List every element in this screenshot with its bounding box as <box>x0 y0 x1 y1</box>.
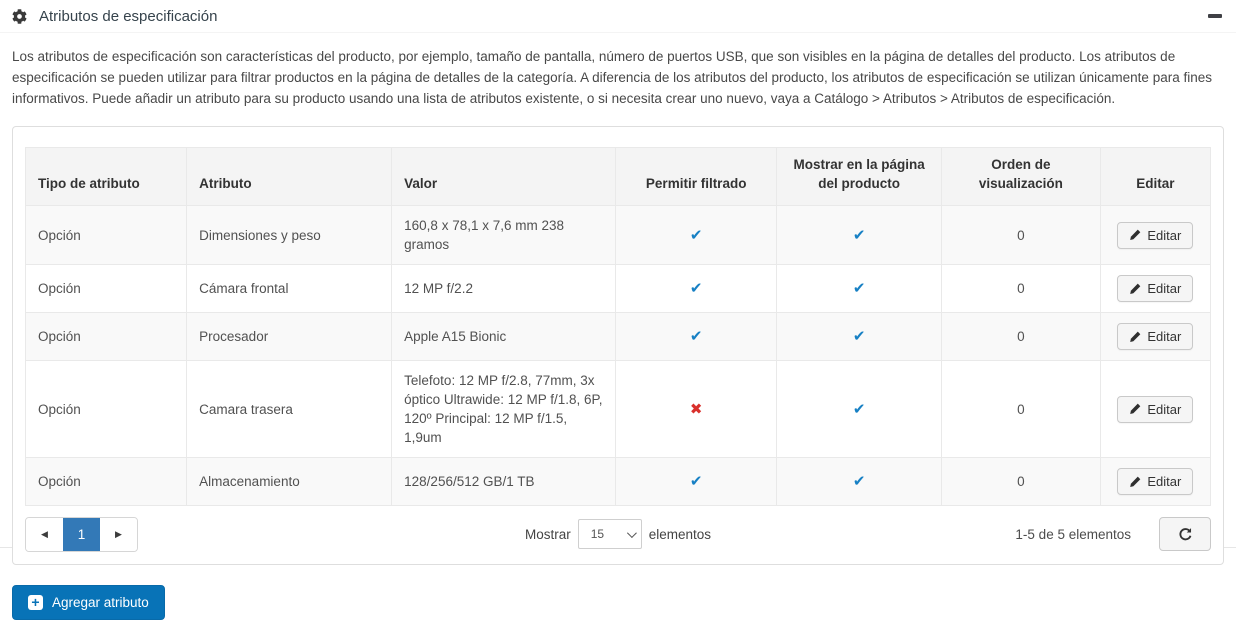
pager-info: 1-5 de 5 elementos <box>1015 526 1131 542</box>
column-header-3[interactable]: Valor <box>392 148 616 206</box>
table-row <box>26 458 1211 506</box>
page-size-label-after: elementos <box>648 526 712 542</box>
check-icon: ✔ <box>689 226 703 244</box>
cell-attribute-type: Opción <box>26 265 187 313</box>
edit-button[interactable] <box>1117 222 1193 249</box>
cell-display-order: 0 <box>941 206 1100 265</box>
column-header-7[interactable]: Editar <box>1100 148 1210 206</box>
edit-button[interactable] <box>1117 396 1193 423</box>
cell-show-on-product-page <box>777 206 942 265</box>
cell-value: Apple A15 Bionic <box>392 313 616 361</box>
spec-attributes-table <box>25 147 1211 506</box>
column-header-4[interactable]: Permitir filtrado <box>616 148 777 206</box>
cell-value: 128/256/512 GB/1 TB <box>392 458 616 506</box>
cell-value: Telefoto: 12 MP f/2.8, 77mm, 3x óptico Ultrawide: 12 MP f/1.8, 6P, 120º Principal: 12 MP f/1.5, 1,9um <box>392 361 616 458</box>
table-row <box>26 265 1211 313</box>
page-button-1[interactable]: 1 <box>63 518 100 551</box>
cell-attribute: Almacenamiento <box>187 458 392 506</box>
plus-icon: + <box>28 595 43 610</box>
check-icon: ✔ <box>689 328 703 345</box>
cell-value: 160,8 x 78,1 x 7,6 mm 238 gramos <box>392 206 616 265</box>
column-header-6[interactable]: Orden de visualización <box>941 148 1100 206</box>
cell-display-order: 0 <box>941 361 1100 458</box>
cell-allow-filtering <box>616 458 777 506</box>
pencil-icon <box>1129 229 1141 241</box>
cell-edit <box>1100 458 1210 506</box>
prev-page-button[interactable]: ◀ <box>26 518 63 551</box>
add-attribute-button[interactable] <box>12 585 165 620</box>
cell-show-on-product-page <box>777 361 942 458</box>
pencil-icon <box>1129 403 1141 415</box>
pencil-icon <box>1129 476 1141 488</box>
collapse-button[interactable] <box>1206 8 1224 24</box>
description-text: Los atributos de especificación son características del producto, por ejemplo, tamaño de pantalla, número de puertos USB, que son visibles en la página de detalles del producto. Los atributos de especificación se pueden utilizar para filtrar productos en la página de detalles de la categoría. A diferencia de los atributos del producto, los atributos de especificación se utilizan únicamente para fines informativos. Puede añadir un atributo para su producto usando una lista de atributos existente, o si necesita crear uno nuevo, vaya a Catálogo > Atributos > Atributos de especificación. <box>12 49 1212 106</box>
cell-attribute-type: Opción <box>26 206 187 265</box>
page-size-value: 15 <box>590 527 605 541</box>
cell-attribute: Dimensiones y peso <box>187 206 392 265</box>
edit-button-label: Editar <box>1147 329 1182 344</box>
page-title: Atributos de especificación <box>39 7 218 25</box>
cell-attribute-type: Opción <box>26 361 187 458</box>
cross-icon: ✖ <box>689 400 703 418</box>
edit-button[interactable] <box>1117 275 1193 302</box>
table-row <box>26 206 1211 265</box>
cell-edit <box>1100 313 1210 361</box>
pencil-icon <box>1129 283 1141 295</box>
minus-icon <box>1208 14 1222 18</box>
cell-attribute: Cámara frontal <box>187 265 392 313</box>
cell-display-order: 0 <box>941 313 1100 361</box>
check-icon: ✔ <box>852 328 866 345</box>
refresh-button[interactable] <box>1159 517 1211 551</box>
cell-allow-filtering <box>616 206 777 265</box>
table-row <box>26 361 1211 458</box>
chevron-down-icon <box>627 528 637 538</box>
cell-show-on-product-page <box>777 313 942 361</box>
column-header-1[interactable]: Tipo de atributo <box>26 148 187 206</box>
page-size-label-before: Mostrar <box>524 526 571 542</box>
table-row <box>26 313 1211 361</box>
gear-icon <box>12 9 27 24</box>
check-icon: ✔ <box>852 226 866 244</box>
cell-allow-filtering <box>616 265 777 313</box>
page-size-select[interactable] <box>578 519 642 549</box>
cell-display-order: 0 <box>941 265 1100 313</box>
cell-value: 12 MP f/2.2 <box>392 265 616 313</box>
table-header-row <box>26 148 1211 206</box>
check-icon: ✔ <box>852 280 866 297</box>
edit-button[interactable] <box>1117 468 1193 495</box>
cell-edit <box>1100 265 1210 313</box>
cell-display-order: 0 <box>941 458 1100 506</box>
check-icon: ✔ <box>689 280 703 297</box>
panel-footer <box>12 585 1224 620</box>
refresh-icon <box>1178 527 1193 542</box>
cell-attribute: Camara trasera <box>187 361 392 458</box>
edit-button[interactable] <box>1117 323 1193 350</box>
edit-button-label: Editar <box>1147 281 1182 296</box>
cell-attribute: Procesador <box>187 313 392 361</box>
edit-button-label: Editar <box>1147 401 1182 417</box>
cell-show-on-product-page <box>777 265 942 313</box>
cell-edit <box>1100 361 1210 458</box>
pencil-icon <box>1129 331 1141 343</box>
cell-attribute-type: Opción <box>26 458 187 506</box>
panel-header <box>0 0 1236 33</box>
cell-show-on-product-page <box>777 458 942 506</box>
add-attribute-label: Agregar atributo <box>52 595 149 610</box>
cell-allow-filtering <box>616 313 777 361</box>
cell-attribute-type: Opción <box>26 313 187 361</box>
next-page-button[interactable]: ▶ <box>100 518 137 551</box>
cell-edit <box>1100 206 1210 265</box>
cell-allow-filtering <box>616 361 777 458</box>
check-icon: ✔ <box>852 400 866 418</box>
grid-card <box>12 126 1224 565</box>
column-header-5[interactable]: Mostrar en la página del producto <box>777 148 942 206</box>
column-header-2[interactable]: Atributo <box>187 148 392 206</box>
edit-button-label: Editar <box>1147 227 1182 243</box>
pager-bar <box>25 516 1211 552</box>
check-icon: ✔ <box>852 473 866 490</box>
pager <box>25 517 138 552</box>
check-icon: ✔ <box>689 473 703 490</box>
edit-button-label: Editar <box>1147 474 1182 489</box>
